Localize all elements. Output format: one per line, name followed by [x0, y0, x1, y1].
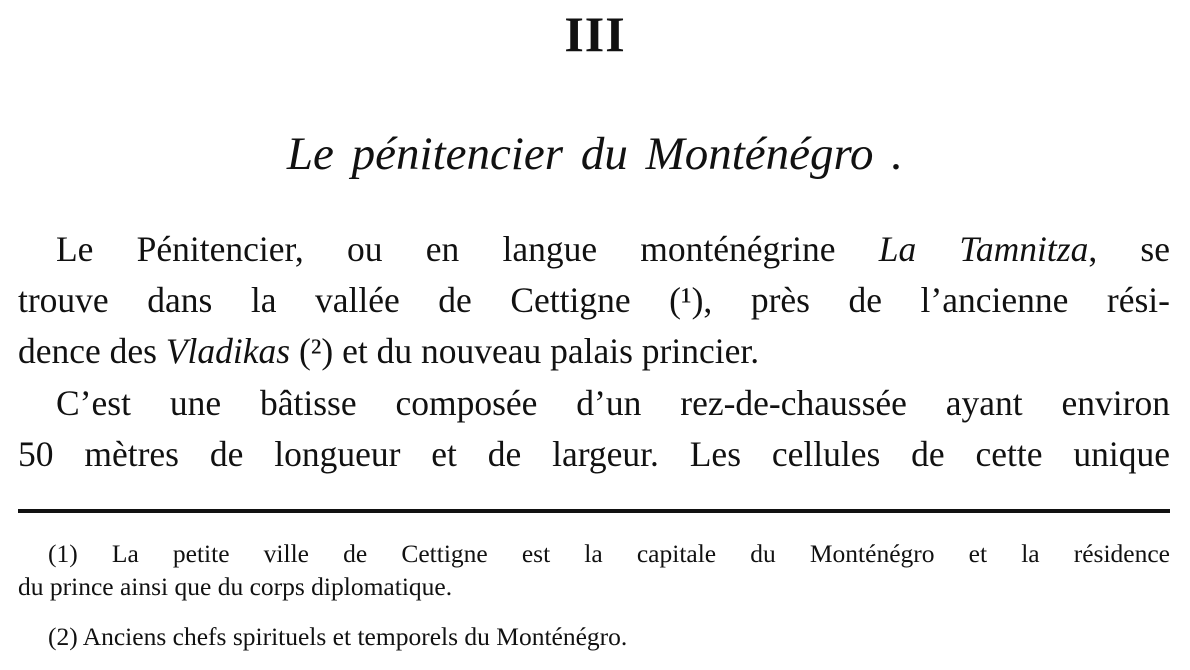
paragraph-2-line-2: 50 mètres de longueur et de largeur. Les cellules de cette unique — [18, 434, 1170, 474]
footnote-1-line-1: (1) La petite ville de Cettigne est la capitale du Monténégro et la résidence — [48, 539, 1170, 568]
paragraph-2 — [18, 378, 1170, 480]
footnote-2 — [18, 620, 1170, 653]
paragraph-1-line-2: trouve dans la vallée de Cettigne (¹), près de l’ancienne rési- — [18, 280, 1170, 320]
text-run: (²) et du nouveau palais princier. — [290, 331, 760, 371]
footnote-separator-rule — [18, 509, 1170, 513]
text-run: , se — [1088, 229, 1170, 269]
chapter-title: Le pénitencier du Monténégro . — [286, 128, 904, 180]
footnote-2-line: (2) Anciens chefs spirituels et temporels du Monténégro. — [48, 622, 628, 651]
chapter-number: III — [564, 6, 626, 62]
footnotes — [18, 537, 1170, 603]
text-run: dence des — [18, 331, 166, 371]
footnote-1-line-2: du prince ainsi que du corps diplomatique. — [18, 572, 453, 601]
text-run: Le Pénitencier, ou en langue monténégrine — [56, 229, 879, 269]
paragraph-1 — [18, 224, 1170, 377]
italic-term: Vladikas — [165, 331, 291, 371]
paragraph-1-line-3 — [18, 326, 1170, 377]
paragraph-2-line-1: C’est une bâtisse composée d’un rez-de-chaussée ayant environ — [56, 383, 1170, 423]
paragraph-1-line-1 — [18, 224, 1170, 275]
italic-term: La Tamnitza — [878, 229, 1089, 269]
